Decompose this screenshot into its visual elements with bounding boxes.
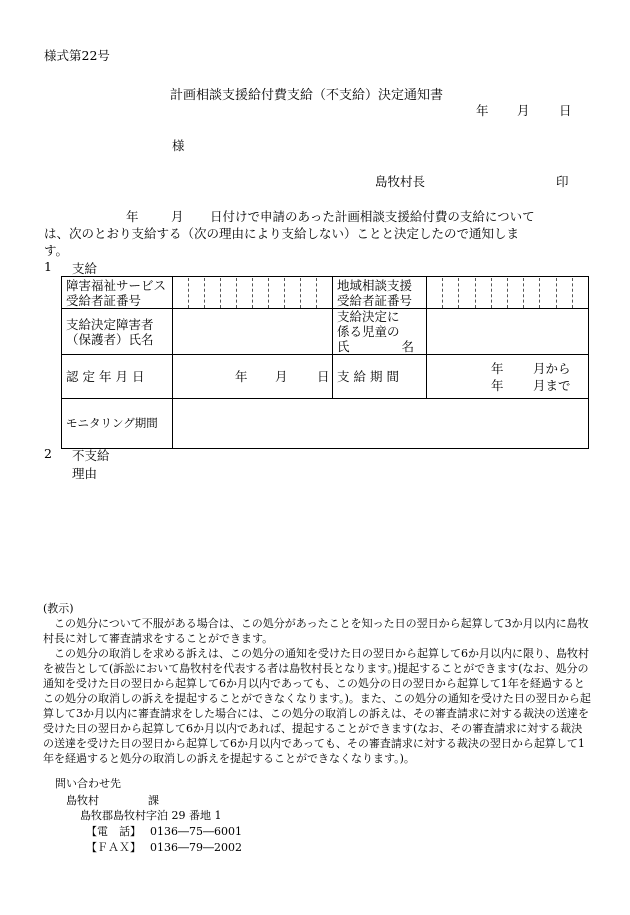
intro-text-3: す。 xyxy=(44,243,69,258)
intro-text-2: は、次のとおり支給する（次の理由により支給しない）ことと決定したので通知しま xyxy=(44,226,520,241)
contact-dept: 島牧村 xyxy=(66,794,99,807)
notice-paragraph-1: この処分について不服がある場合は、この処分があったことを知った日の翌日から起算して3か月以内に島牧村長に対して審査請求をすることができます。 xyxy=(43,617,589,645)
notice-heading: (教示) xyxy=(43,602,74,615)
form-number: 様式第22号 xyxy=(44,48,110,63)
reason-label: 理由 xyxy=(72,466,98,481)
date-day: 日 xyxy=(559,103,572,118)
contact-dept-suffix: 課 xyxy=(148,794,159,807)
label-payment-period: 支給期間 xyxy=(333,355,427,399)
label-welfare-cert: 障害福祉サービス 受給者証番号 xyxy=(62,277,173,309)
label-child-name: 支給決定に 係る児童の 氏 名 xyxy=(333,309,427,355)
payment-period-field[interactable]: 年 月から 年 月まで xyxy=(427,355,589,399)
contact-heading: 問い合わせ先 xyxy=(55,777,121,790)
section-2-number: 2 xyxy=(44,446,52,461)
section-1-label: 支給 xyxy=(72,261,98,276)
recipient-name-field[interactable] xyxy=(173,309,333,355)
seal-mark: 印 xyxy=(556,174,569,189)
date-month: 月 xyxy=(517,103,530,118)
addressee-suffix: 様 xyxy=(172,138,185,153)
section-1-number: 1 xyxy=(44,259,52,274)
monitoring-period-field[interactable] xyxy=(173,399,589,449)
contact-fax-label: 【ＦＡＸ】 xyxy=(86,841,141,854)
welfare-cert-number-field[interactable] xyxy=(173,277,333,309)
notice-paragraph-2: この処分の取消しを求める訴えは、この処分の通知を受けた日の翌日から起算して6か月以内に限り、島牧村を被告として(訴訟において島牧村を代表する者は島牧村長となります。)提起することができます(なお、処分の通知を受けた日の翌日から起算して6か月以内であっても、この処分の日の翌日から起算して1年を経過するとこの処分の取消しの訴えを提起することができなくなります。)。また、この処分の通知を受けた日の翌日から起算して3か月以内に審査請求をした場合には、この処分の取消しの訴えは、その審査請求に対する裁決の送達を受けた日の翌日から起算して6か月以内であれば、提起することができます(なお、その審査請求に対する裁決の送達を受けた日の翌日から起算して6か月以内であっても、その審査請求に対する裁決の翌日から起算して1年を経過すると処分の取消しの訴えを提起することができなくなります。)。 xyxy=(43,647,591,765)
label-regional-cert: 地域相談支援 受給者証番号 xyxy=(333,277,427,309)
contact-address: 島牧郡島牧村字泊 29 番地 1 xyxy=(80,809,222,822)
contact-tel: 0136―75―6001 xyxy=(150,825,242,838)
intro-text-1: 日付けで申請のあった計画相談支援給付費の支給について xyxy=(210,209,535,224)
approval-date-field[interactable]: 年 月 日 xyxy=(173,355,333,399)
label-monitoring-period: モニタリング期間 xyxy=(62,399,173,449)
appeal-notice xyxy=(43,601,591,766)
contact-tel-label: 【電 話】 xyxy=(86,825,141,838)
intro-year: 年 xyxy=(126,209,139,224)
regional-cert-number-field[interactable] xyxy=(427,277,589,309)
section-2-label: 不支給 xyxy=(72,448,110,463)
label-recipient-name: 支給決定障害者 （保護者）氏名 xyxy=(62,309,173,355)
issuer-name: 島牧村長 xyxy=(375,174,426,189)
label-approval-date: 認定年月日 xyxy=(62,355,173,399)
child-name-field[interactable] xyxy=(427,309,589,355)
document-title: 計画相談支援給付費支給（不支給）決定通知書 xyxy=(170,88,444,103)
payment-table xyxy=(61,276,589,449)
contact-fax: 0136―79―2002 xyxy=(150,841,242,854)
intro-month: 月 xyxy=(171,209,184,224)
date-year: 年 xyxy=(476,103,489,118)
